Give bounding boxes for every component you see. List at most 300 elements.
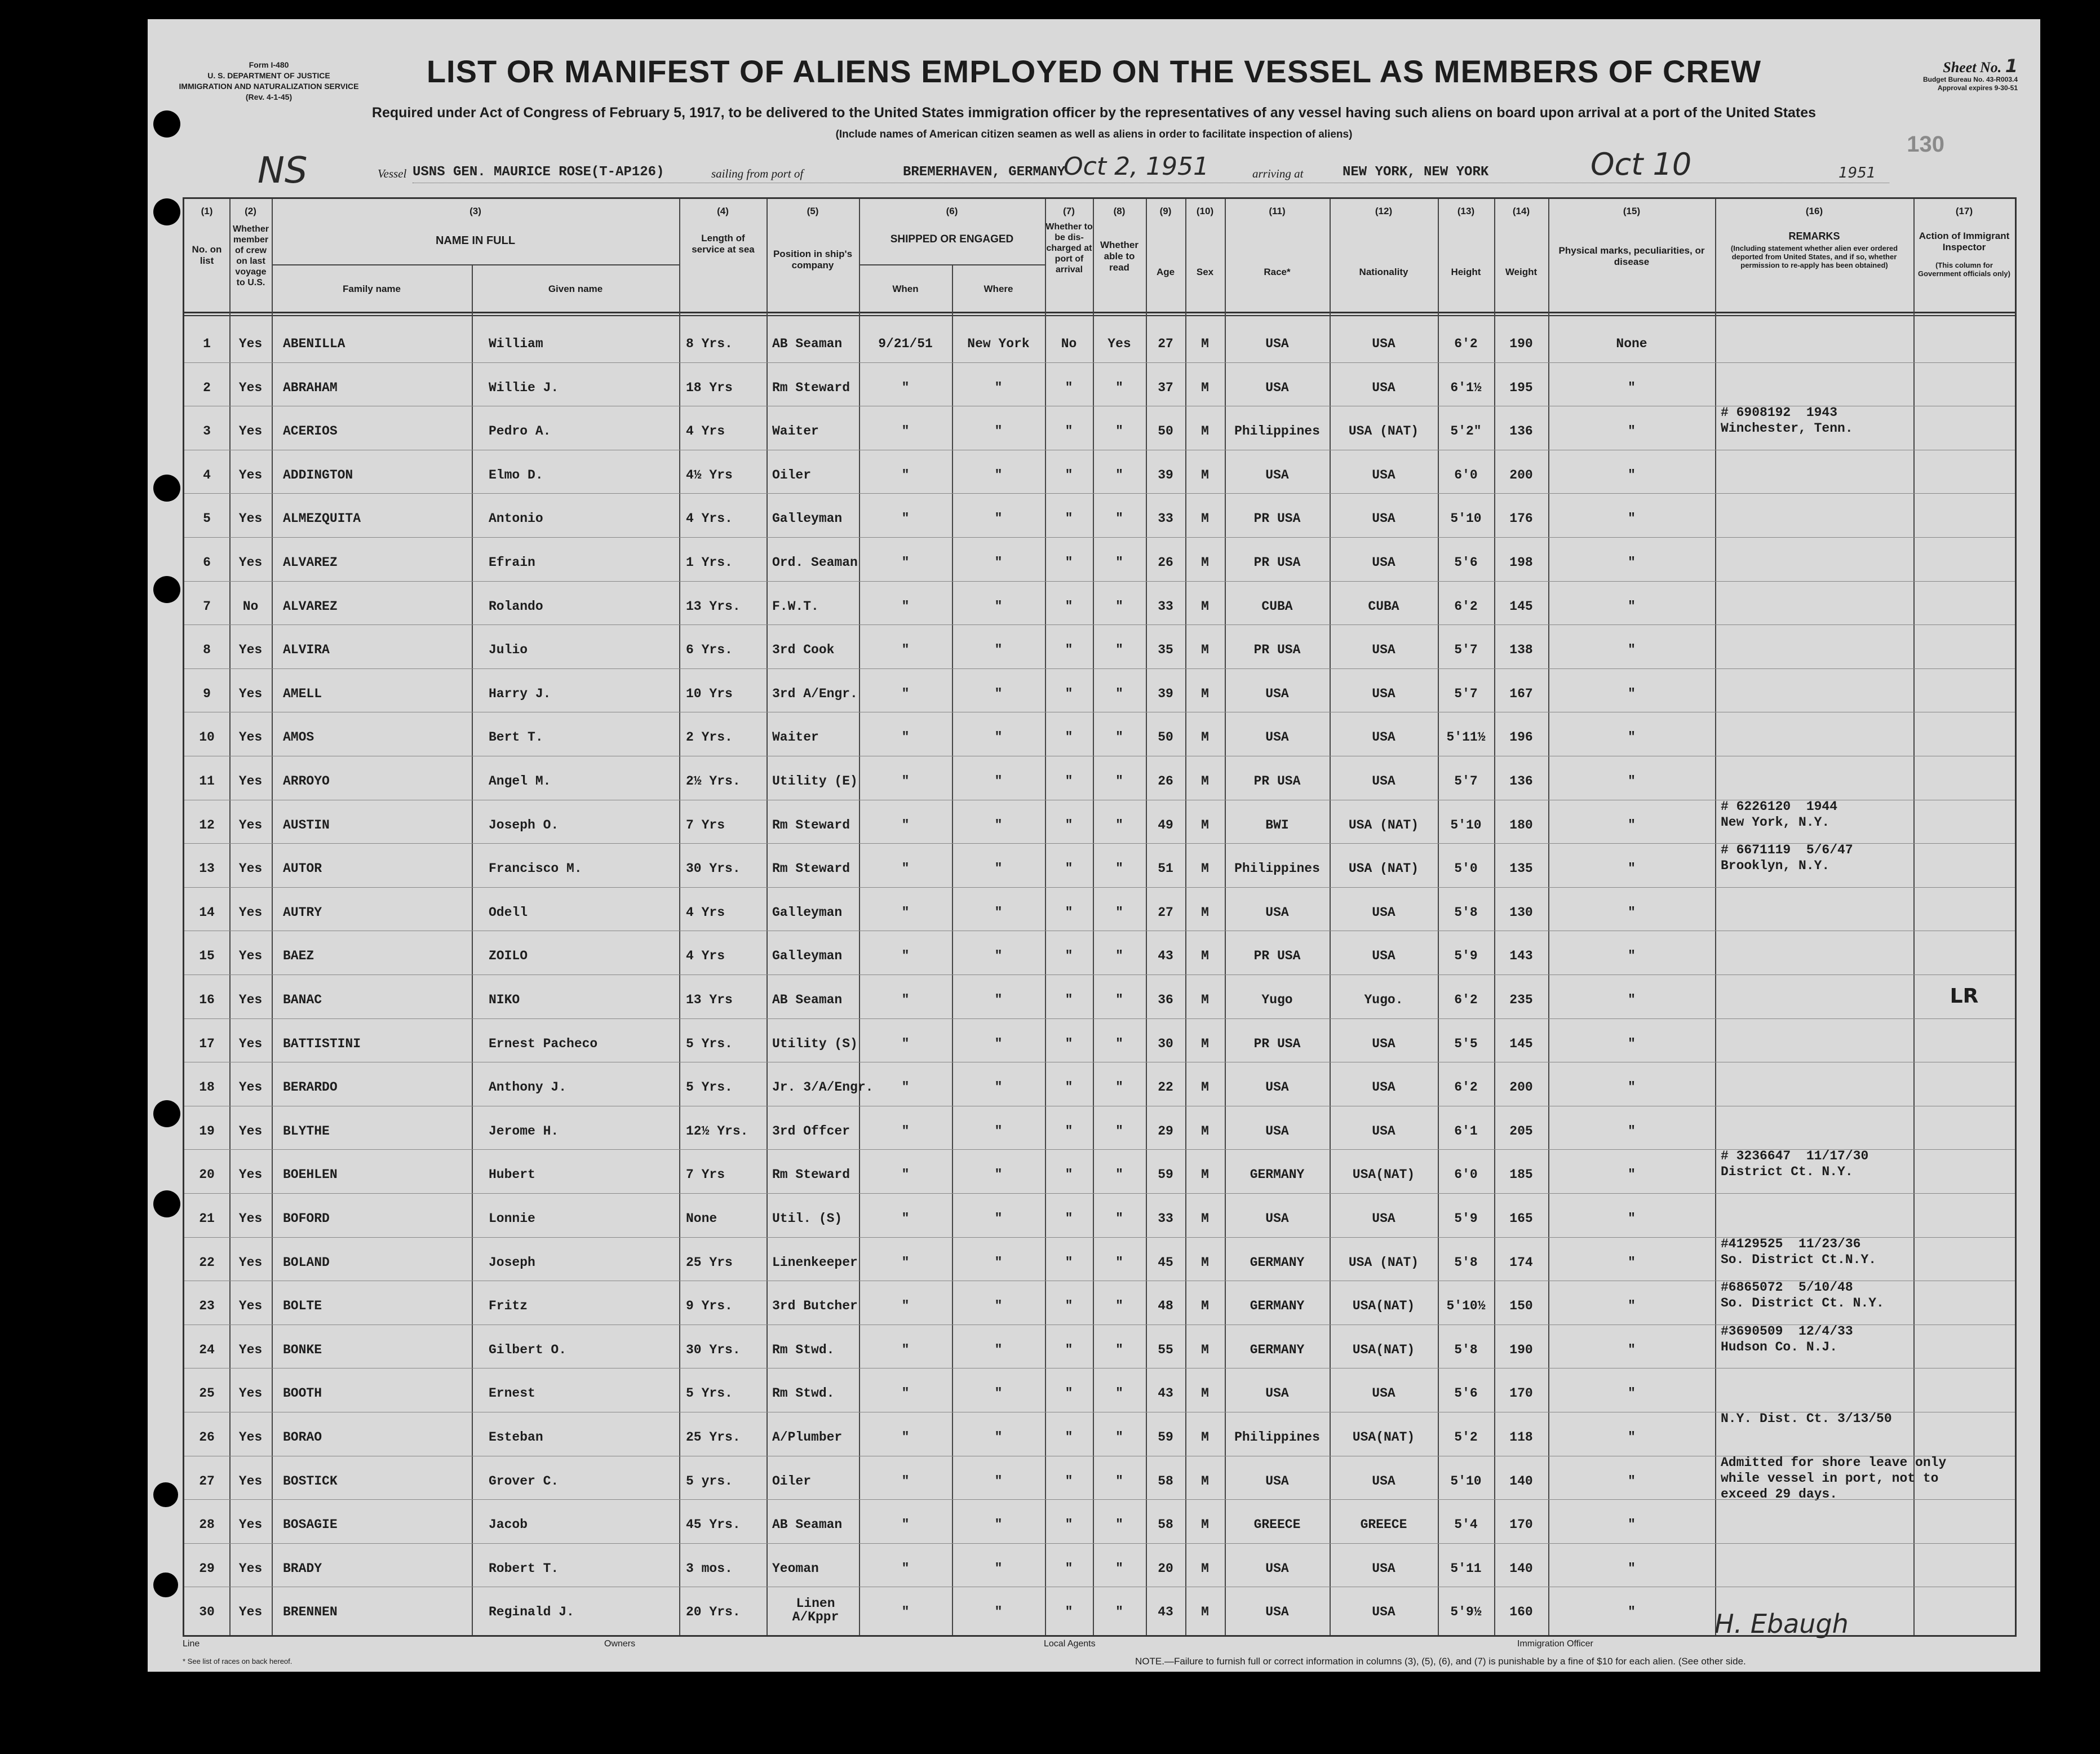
cell-weight: 130 [1509, 905, 1533, 920]
cell-height: 6'2 [1454, 599, 1478, 614]
cell-no: 6 [203, 555, 211, 570]
cell-no: 28 [199, 1517, 215, 1532]
header-weight: Weight [1505, 267, 1538, 277]
cell-service: 45 Yrs. [686, 1517, 741, 1532]
cell-last: Yes [238, 424, 263, 439]
cell-read: " [1115, 774, 1123, 789]
cell-family: AUSTIN [283, 817, 330, 832]
cell-age: 39 [1158, 686, 1173, 701]
cell-last: Yes [238, 643, 263, 658]
cell-when: " [901, 555, 910, 570]
cell-where: " [994, 1605, 1003, 1620]
cell-weight: 190 [1509, 336, 1533, 351]
cell-family: BONKE [283, 1342, 322, 1357]
cell-service: 5 Yrs. [686, 1080, 733, 1095]
form-subtitle: Required under Act of Congress of February 5, 1917, to be delivered to the United States immigration officer by the representatives of any vessel having such aliens on board upon arrival at a port of the United States [371, 105, 1817, 121]
cell-position: 3rd Offcer [772, 1123, 850, 1139]
cell-age: 49 [1158, 817, 1173, 832]
cell-read: " [1115, 511, 1123, 526]
cell-height: 5'10 [1450, 1473, 1482, 1489]
cell-when: " [901, 861, 910, 876]
cell-read: " [1115, 467, 1123, 482]
cell-last: Yes [238, 1473, 263, 1489]
cell-no: 21 [199, 1211, 215, 1226]
cell-position: F.W.T. [772, 599, 819, 614]
cell-height: 5'8 [1454, 1342, 1478, 1357]
cell-sex: M [1201, 1386, 1209, 1401]
cell-weight: 165 [1509, 1211, 1533, 1226]
cell-given: Pedro A. [489, 424, 551, 439]
cell-service: 4 Yrs [686, 905, 725, 920]
cell-service: 4 Yrs [686, 949, 725, 964]
cell-sex: M [1201, 730, 1209, 745]
cell-disch: " [1065, 643, 1073, 658]
cell-given: Jacob [489, 1517, 528, 1532]
cell-position: Rm Steward [772, 861, 850, 876]
cell-no: 27 [199, 1473, 215, 1489]
cell-height: 6'1 [1454, 1123, 1478, 1139]
cell-weight: 135 [1509, 861, 1533, 876]
row-rule [184, 887, 2015, 888]
cell-family: ALVAREZ [283, 599, 338, 614]
cell-given: Angel M. [489, 774, 551, 789]
vessel-label: Vessel [378, 167, 407, 180]
cell-height: 6'0 [1454, 467, 1478, 482]
col-divider [272, 199, 273, 1635]
cell-age: 36 [1158, 993, 1173, 1007]
cell-age: 27 [1158, 905, 1173, 920]
cell-given: Ernest [489, 1386, 535, 1401]
cell-last: Yes [238, 861, 263, 876]
cell-height: 6'2 [1454, 336, 1478, 351]
cell-family: AUTOR [283, 861, 322, 876]
arrival-year: 1951 [1838, 165, 1876, 181]
cell-marks: " [1628, 730, 1636, 745]
row-rule [184, 581, 2015, 582]
cell-marks: " [1628, 1517, 1636, 1532]
cell-no: 7 [203, 599, 211, 614]
cell-age: 33 [1158, 599, 1173, 614]
col-number: (9) [1159, 206, 1172, 216]
cell-height: 5'7 [1454, 643, 1478, 658]
cell-last: Yes [238, 817, 263, 832]
cell-read: " [1115, 1036, 1123, 1051]
header-family-name: Family name [343, 284, 401, 294]
cell-marks: " [1628, 1342, 1636, 1357]
cell-family: AMOS [283, 730, 314, 745]
cell-read: " [1115, 1255, 1123, 1270]
cell-race: PR USA [1253, 511, 1301, 526]
cell-service: 25 Yrs. [686, 1430, 741, 1445]
cell-remarks: Admitted for shore leave only while vessel in port, not to exceed 29 days. [1721, 1455, 1947, 1501]
vessel-name: USNS GEN. MAURICE ROSE(T-AP126) [413, 165, 664, 180]
col-number: (12) [1375, 206, 1393, 216]
cell-disch: " [1065, 1517, 1073, 1532]
cell-weight: 235 [1509, 993, 1533, 1007]
cell-age: 50 [1158, 424, 1173, 439]
cell-disch: " [1065, 1123, 1073, 1139]
cell-where: " [994, 555, 1003, 570]
cell-sex: M [1201, 1561, 1209, 1576]
cell-when: " [901, 380, 910, 395]
cell-race: GERMANY [1250, 1167, 1305, 1182]
cell-height: 5'9½ [1450, 1605, 1482, 1620]
cell-weight: 185 [1509, 1167, 1533, 1182]
header-remarks-note: (Including statement whether alien ever ordered deported from United States, and if so, whether permission to re-apply has been obtained) [1730, 244, 1898, 269]
cell-read: " [1115, 643, 1123, 658]
cell-sex: M [1201, 467, 1209, 482]
cell-marks: " [1628, 1561, 1636, 1576]
cell-family: ADDINGTON [283, 467, 353, 482]
cell-family: ABRAHAM [283, 380, 338, 395]
cell-position: Rm Steward [772, 380, 850, 395]
cell-disch: " [1065, 424, 1073, 439]
cell-where: " [994, 511, 1003, 526]
cell-family: AUTRY [283, 905, 322, 920]
cell-weight: 143 [1509, 949, 1533, 964]
binder-hole [153, 110, 180, 138]
cell-when: " [901, 643, 910, 658]
cell-where: " [994, 905, 1003, 920]
cell-where: " [994, 380, 1003, 395]
cell-when: " [901, 1517, 910, 1532]
cell-family: ARROYO [283, 774, 330, 789]
cell-disch: " [1065, 599, 1073, 614]
cell-last: Yes [238, 1036, 263, 1051]
col-number: (4) [717, 206, 729, 216]
cell-sex: M [1201, 1430, 1209, 1445]
cell-no: 18 [199, 1080, 215, 1095]
cell-nat: USA [1372, 1211, 1395, 1226]
cell-last: Yes [238, 1430, 263, 1445]
row-rule [184, 493, 2015, 494]
cell-sex: M [1201, 336, 1209, 351]
cell-sex: M [1201, 555, 1209, 570]
cell-given: William [489, 336, 543, 351]
cell-where: " [994, 993, 1003, 1007]
cell-read: " [1115, 905, 1123, 920]
cell-race: GERMANY [1250, 1255, 1305, 1270]
cell-race: PR USA [1253, 1036, 1301, 1051]
cell-age: 43 [1158, 1605, 1173, 1620]
cell-last: Yes [238, 1605, 263, 1620]
cell-family: BATTISTINI [283, 1036, 361, 1051]
cell-last: Yes [238, 686, 263, 701]
cell-when: 9/21/51 [878, 336, 933, 351]
cell-service: 30 Yrs. [686, 1342, 741, 1357]
cell-given: Anthony J. [489, 1080, 567, 1095]
cell-given: Willie J. [489, 380, 559, 395]
cell-where: " [994, 1386, 1003, 1401]
cell-family: ACERIOS [283, 424, 338, 439]
cell-no: 14 [199, 905, 215, 920]
cell-weight: 200 [1509, 467, 1533, 482]
cell-position: Linenkeeper [772, 1255, 858, 1270]
cell-read: " [1115, 1080, 1123, 1095]
cell-weight: 170 [1509, 1386, 1533, 1401]
cell-disch: " [1065, 1299, 1073, 1314]
row-rule [184, 362, 2015, 363]
cell-sex: M [1201, 380, 1209, 395]
header-where: Where [983, 284, 1013, 294]
cell-last: Yes [238, 993, 263, 1007]
cell-read: " [1115, 380, 1123, 395]
cell-last: Yes [238, 336, 263, 351]
cell-given: Odell [489, 905, 528, 920]
cell-position: Waiter [772, 730, 819, 745]
binder-hole [153, 1100, 180, 1127]
cell-age: 55 [1158, 1342, 1173, 1357]
sheet-number: Sheet No. 1 [1943, 55, 2018, 77]
cell-given: Grover C. [489, 1473, 559, 1489]
cell-read: " [1115, 1561, 1123, 1576]
cell-nat: USA [1372, 1036, 1395, 1051]
cell-remarks: # 6226120 1944 New York, N.Y. [1721, 799, 1838, 830]
cell-nat: USA [1372, 1561, 1395, 1576]
cell-nat: USA [1372, 730, 1395, 745]
cell-disch: " [1065, 861, 1073, 876]
cell-last: Yes [238, 1123, 263, 1139]
col-number: (5) [807, 206, 819, 216]
cell-given: NIKO [489, 993, 520, 1007]
cell-nat: USA [1372, 686, 1395, 701]
cell-position: Rm Stwd. [772, 1386, 835, 1401]
cell-nat: USA [1372, 905, 1395, 920]
cell-service: 8 Yrs. [686, 336, 733, 351]
col-divider [679, 199, 680, 1635]
col-number: (1) [201, 206, 213, 216]
cell-marks: " [1628, 599, 1636, 614]
cell-no: 15 [199, 949, 215, 964]
cell-nat: USA [1372, 336, 1395, 351]
cell-where: " [994, 1080, 1003, 1095]
cell-given: Esteban [489, 1430, 543, 1445]
cell-marks: " [1628, 643, 1636, 658]
cell-when: " [901, 905, 910, 920]
cell-where: " [994, 1430, 1003, 1445]
cell-no: 1 [203, 336, 211, 351]
cell-when: " [901, 1123, 910, 1139]
header-nationality: Nationality [1359, 267, 1408, 277]
officer-signature: H. Ebaugh [1714, 1609, 1849, 1639]
cell-when: " [901, 1342, 910, 1357]
cell-position: Jr. 3/A/Engr. [772, 1080, 874, 1095]
cell-nat: USA [1372, 643, 1395, 658]
header-bottom-rule [184, 312, 2015, 313]
cell-no: 16 [199, 993, 215, 1007]
cell-disch: " [1065, 1386, 1073, 1401]
cell-service: 3 mos. [686, 1561, 733, 1576]
cell-when: " [901, 1299, 910, 1314]
row-rule [184, 1018, 2015, 1019]
cell-sex: M [1201, 1080, 1209, 1095]
cell-when: " [901, 1605, 910, 1620]
cell-nat: USA(NAT) [1352, 1430, 1415, 1445]
cell-age: 20 [1158, 1561, 1173, 1576]
cell-position: Galleyman [772, 511, 843, 526]
cell-remarks: N.Y. Dist. Ct. 3/13/50 [1721, 1411, 1892, 1426]
cell-remarks: # 3236647 11/17/30 District Ct. N.Y. [1721, 1149, 1869, 1180]
row-rule [184, 624, 2015, 625]
cell-family: BOEHLEN [283, 1167, 338, 1182]
cell-disch: No [1061, 336, 1077, 351]
cell-family: ALVIRA [283, 643, 330, 658]
arrival-date: Oct 10 [1590, 147, 1692, 182]
cell-service: 25 Yrs [686, 1255, 733, 1270]
cell-position: Yeoman [772, 1561, 819, 1576]
cell-no: 25 [199, 1386, 215, 1401]
cell-age: 43 [1158, 1386, 1173, 1401]
cell-disch: " [1065, 1211, 1073, 1226]
cell-weight: 180 [1509, 817, 1533, 832]
cell-no: 23 [199, 1299, 215, 1314]
cell-where: " [994, 1255, 1003, 1270]
cell-nat: USA [1372, 380, 1395, 395]
col-number: (14) [1512, 206, 1530, 216]
binder-hole [153, 1482, 178, 1507]
cell-when: " [901, 467, 910, 482]
cell-disch: " [1065, 730, 1073, 745]
cell-given: Julio [489, 643, 528, 658]
cell-read: " [1115, 861, 1123, 876]
cell-height: 5'4 [1454, 1517, 1478, 1532]
cell-family: BOOTH [283, 1386, 322, 1401]
cell-given: Joseph [489, 1255, 535, 1270]
cell-when: " [901, 1167, 910, 1182]
cell-position: Rm Steward [772, 817, 850, 832]
cell-service: 7 Yrs [686, 1167, 725, 1182]
cell-race: PR USA [1253, 555, 1301, 570]
cell-remarks: #4129525 11/23/36 So. District Ct.N.Y. [1721, 1236, 1877, 1267]
cell-when: " [901, 993, 910, 1007]
cell-given: Elmo D. [489, 467, 543, 482]
cell-height: 5'6 [1454, 555, 1478, 570]
col-divider [472, 264, 473, 1635]
cell-age: 39 [1158, 467, 1173, 482]
cell-nat: USA [1372, 467, 1395, 482]
header-physical-marks: Physical marks, peculiarities, or disease [1558, 245, 1705, 267]
header-shipped: SHIPPED OR ENGAGED [890, 233, 1014, 245]
col-number: (6) [946, 206, 958, 216]
cell-position: Ord. Seaman [772, 555, 858, 570]
cell-age: 59 [1158, 1167, 1173, 1182]
cell-family: BOFORD [283, 1211, 330, 1226]
binder-hole [153, 1573, 178, 1597]
cell-sex: M [1201, 774, 1209, 789]
cell-when: " [901, 424, 910, 439]
cell-no: 4 [203, 467, 211, 482]
cell-where: " [994, 1517, 1003, 1532]
cell-sex: M [1201, 1167, 1209, 1182]
cell-where: " [994, 1036, 1003, 1051]
cell-where: " [994, 643, 1003, 658]
cell-marks: " [1628, 993, 1636, 1007]
header-able-to-read: Whether able to read [1100, 240, 1138, 273]
cell-read: " [1115, 1342, 1123, 1357]
cell-marks: " [1628, 1299, 1636, 1314]
col-number: (7) [1063, 206, 1075, 216]
cell-disch: " [1065, 1473, 1073, 1489]
cell-race: USA [1265, 686, 1289, 701]
cell-weight: 145 [1509, 599, 1533, 614]
col-number: (16) [1805, 206, 1823, 216]
cell-age: 22 [1158, 1080, 1173, 1095]
cell-where: " [994, 599, 1003, 614]
binder-hole [153, 198, 180, 225]
cell-nat: GREECE [1360, 1517, 1407, 1532]
cell-no: 26 [199, 1430, 215, 1445]
name-subheader-rule [272, 264, 679, 265]
cell-sex: M [1201, 1473, 1209, 1489]
cell-marks: " [1628, 1386, 1636, 1401]
cell-given: Efrain [489, 555, 535, 570]
cell-no: 11 [199, 774, 215, 789]
cell-height: 5'0 [1454, 861, 1478, 876]
cell-last: Yes [238, 1211, 263, 1226]
cell-position: Rm Stwd. [772, 1342, 835, 1357]
cell-weight: 140 [1509, 1473, 1533, 1489]
cell-service: 10 Yrs [686, 686, 733, 701]
cell-action: LR [1950, 985, 1979, 1008]
cell-age: 58 [1158, 1473, 1173, 1489]
cell-position: 3rd A/Engr. [772, 686, 858, 701]
cell-race: PR USA [1253, 774, 1301, 789]
cell-last: Yes [238, 905, 263, 920]
cell-disch: " [1065, 949, 1073, 964]
cell-last: Yes [238, 949, 263, 964]
cell-age: 50 [1158, 730, 1173, 745]
cell-marks: " [1628, 1430, 1636, 1445]
cell-family: BANAC [283, 993, 322, 1007]
cell-race: PR USA [1253, 949, 1301, 964]
cell-age: 51 [1158, 861, 1173, 876]
cell-remarks: # 6908192 1943 Winchester, Tenn. [1721, 405, 1853, 436]
binder-hole [153, 475, 180, 502]
cell-disch: " [1065, 774, 1073, 789]
cell-no: 13 [199, 861, 215, 876]
cell-no: 17 [199, 1036, 215, 1051]
cell-service: 2 Yrs. [686, 730, 733, 745]
cell-given: Ernest Pacheco [489, 1036, 598, 1051]
cell-height: 5'11½ [1446, 730, 1486, 745]
cell-where: " [994, 467, 1003, 482]
col-number: (13) [1457, 206, 1475, 216]
cell-service: 13 Yrs [686, 993, 733, 1007]
cell-height: 5'10 [1450, 817, 1482, 832]
cell-last: Yes [238, 730, 263, 745]
cell-nat: USA(NAT) [1352, 1299, 1415, 1314]
cell-family: BOLTE [283, 1299, 322, 1314]
cell-race: Yugo [1261, 993, 1293, 1007]
footer-line-label: Line [183, 1639, 200, 1649]
cell-where: " [994, 1167, 1003, 1182]
cell-nat: USA [1372, 1080, 1395, 1095]
header-sex: Sex [1196, 267, 1214, 277]
cell-race: USA [1265, 905, 1289, 920]
row-rule [184, 1543, 2015, 1544]
header-bottom-rule-2 [184, 315, 2015, 316]
cell-age: 29 [1158, 1123, 1173, 1139]
cell-given: Bert T. [489, 730, 543, 745]
cell-last: Yes [238, 1255, 263, 1270]
cell-where: " [994, 1561, 1003, 1576]
header-race: Race* [1264, 267, 1291, 277]
cell-disch: " [1065, 555, 1073, 570]
cell-family: BOSTICK [283, 1473, 338, 1489]
header-name-in-full: NAME IN FULL [435, 234, 516, 247]
cell-given: Reginald J. [489, 1605, 574, 1620]
cell-sex: M [1201, 1211, 1209, 1226]
